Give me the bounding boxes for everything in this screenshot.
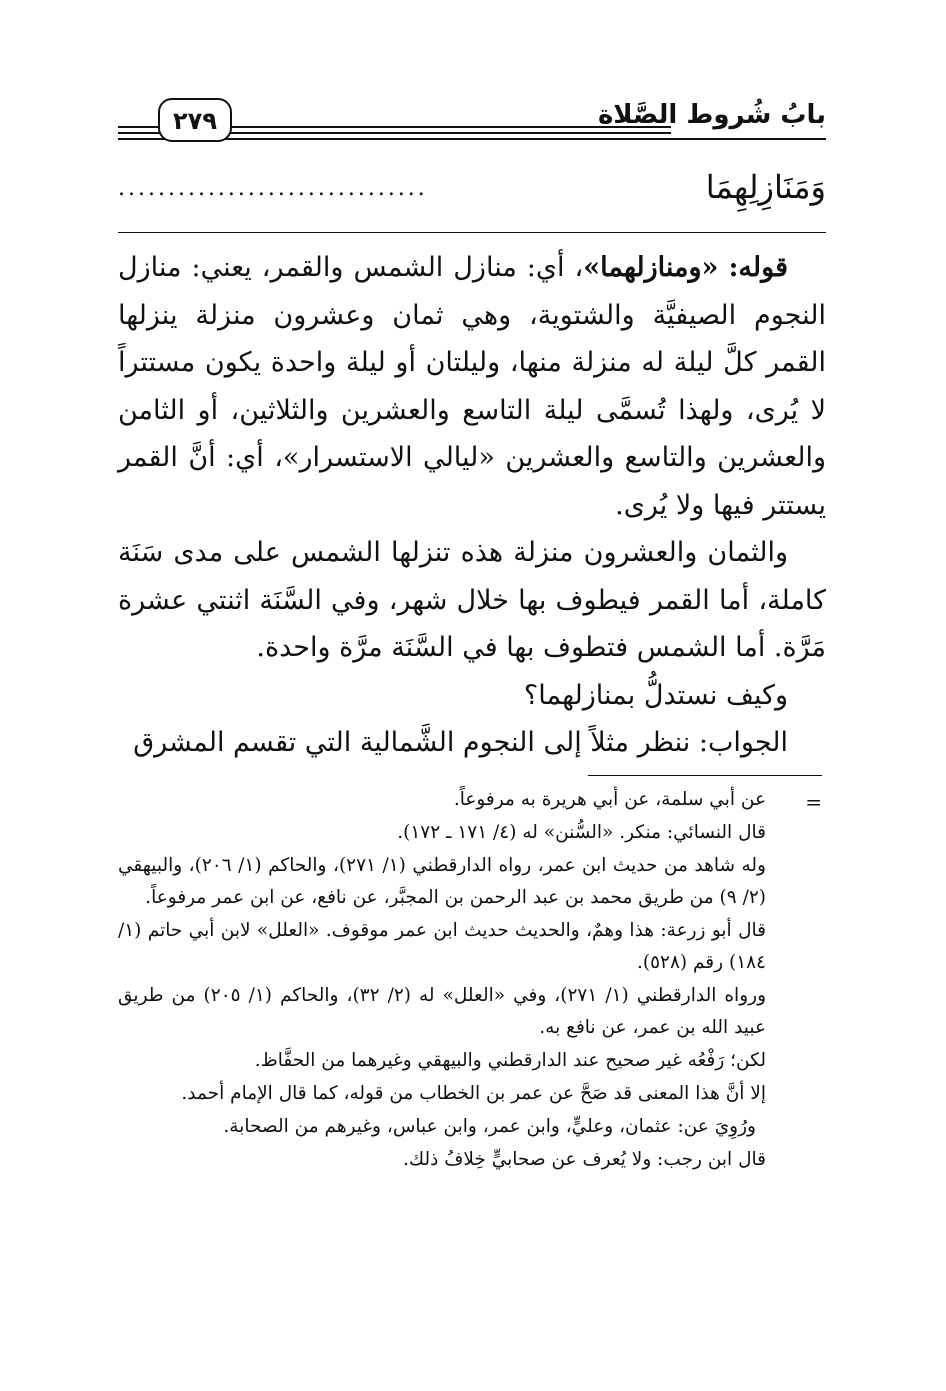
footnote-line: ورُوِيَ عن: عثمان، وعليٍّ، وابن عمر، وابن عباس، وغيرهم من الصحابة. <box>223 1116 756 1137</box>
paragraph-text: ، أي: منازل الشمس والقمر، يعني: منازل النجوم الصيفيَّة والشتوية، وهي ثمان وعشرون منزلة ينزلها القمر كلَّ ليلة له منزلة منها، وليلتان أو ليلة واحدة يكون مستتراً لا يُرى، ولهذا تُسمَّى ليلة التاسع والعشرين والثلاثين، أو الثامن والعشرين والتاسع والعشرين «ليالي الاستسرار»، أي: أنَّ القمر يستتر فيها ولا يُرى. <box>118 252 826 521</box>
page-header <box>118 98 826 158</box>
footnote-line: لكن؛ رَفْعُه غير صحيح عند الدارقطني والبيهقي وغيرهما من الحفَّاظ. <box>254 1050 766 1071</box>
paragraph: الجواب: ننظر مثلاً إلى النجوم الشَّمالية التي تقسم المشرق <box>133 727 788 758</box>
matn-dots: ............................... <box>118 176 428 201</box>
footnotes <box>118 784 826 1177</box>
quoted-term: «ومنازلهما» <box>583 252 719 283</box>
footnote-line: إلا أنَّ هذا المعنى قد صَحَّ عن عمر بن الخطاب من قوله، كما قال الإمام أحمد. <box>181 1083 766 1104</box>
paragraph: وكيف نستدلُّ بمنازلهما؟ <box>523 679 788 711</box>
footnote-line: ورواه الدارقطني (١/ ٢٧١)، وفي «العلل» له (٢/ ٣٢)، والحاكم (١/ ٢٠٥) من طريق عبيد الله بن عمر، عن نافع به. <box>118 985 767 1038</box>
footnote-line: عن أبي سلمة، عن أبي هريرة به مرفوعاً. <box>453 789 766 810</box>
quote-label: قوله: <box>728 252 788 283</box>
chapter-title: بابُ شُروط الصَّلاة <box>597 100 826 130</box>
footnote-continuation-mark: = <box>805 790 822 814</box>
matn-line <box>118 168 826 216</box>
footnote-line: قال أبو زرعة: هذا وهمٌ، والحديث حديث ابن عمر موقوف. «العلل» لابن أبي حاتم (١/ ١٨٤) رقم (٥٢٨). <box>118 920 766 973</box>
page-number: ٢٧٩ <box>158 98 232 142</box>
matn-rule <box>118 232 826 233</box>
paragraph: والثمان والعشرون منزلة هذه تنزلها الشمس على مدى سَنَة كاملة، أما القمر فيطوف بها خلال شهر، وفي السَّنَة اثنتي عشرة مَرَّة. أما الشمس فتطوف بها في السَّنَة مرَّة واحدة. <box>118 537 826 663</box>
paragraph <box>118 244 826 529</box>
footnote-line: قال ابن رجب: ولا يُعرف عن صحابيٍّ خِلافُ ذلك. <box>402 1149 766 1170</box>
footnote-line: قال النسائي: منكر. «السُّنن» له (٤/ ١٧١ ـ ١٧٢). <box>397 822 766 843</box>
matn-text: وَمَنَازِلِهِمَا <box>705 168 826 206</box>
main-text <box>118 244 826 767</box>
footnote-line: وله شاهد من حديث ابن عمر، رواه الدارقطني (١/ ٢٧١)، والحاكم (١/ ٢٠٦)، والبيهقي (٢/ ٩) من طريق محمد بن عبد الرحمن بن المجبَّر، عن نافع، عن ابن عمر مرفوعاً. <box>118 855 766 908</box>
footnote-separator <box>588 775 822 776</box>
